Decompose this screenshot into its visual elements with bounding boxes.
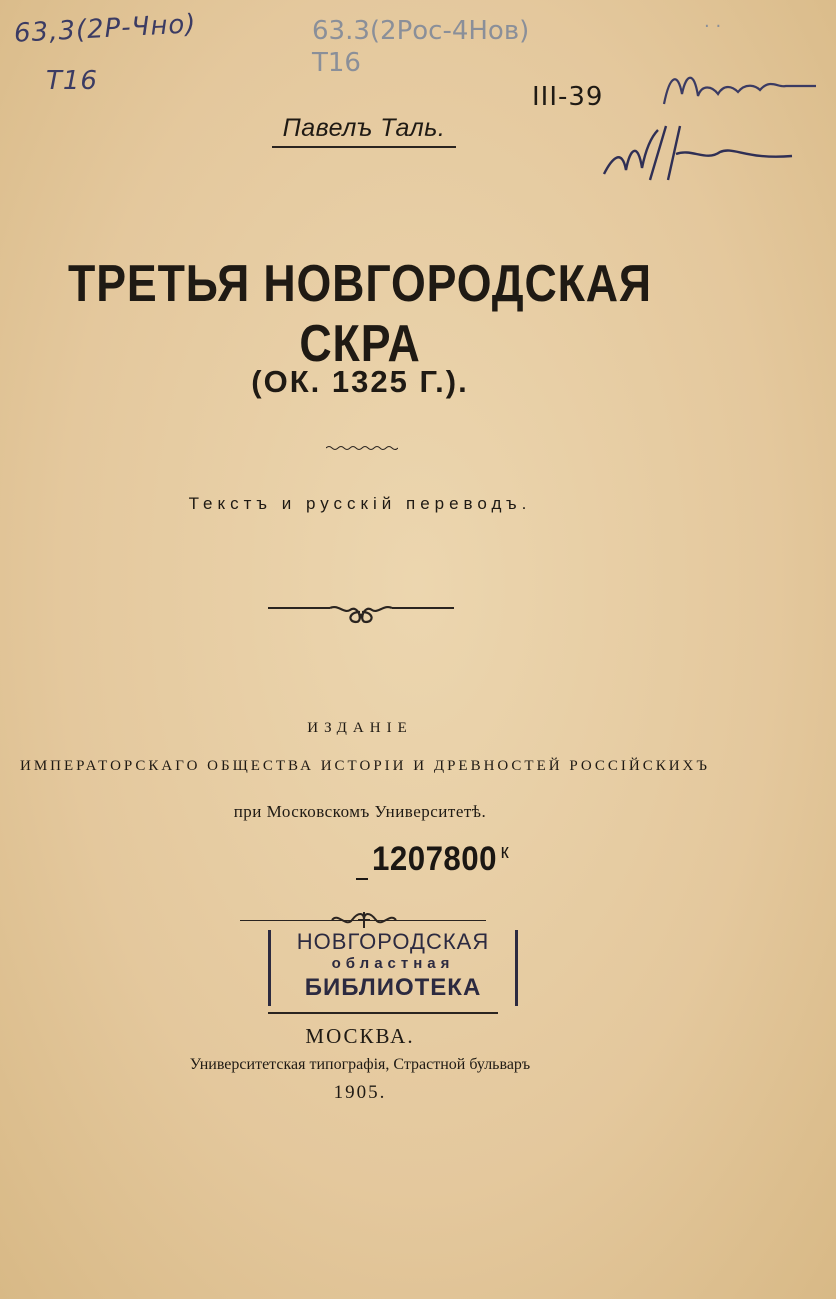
stamp-line-oblast: областная	[331, 955, 455, 972]
stamp-line-library: БИБЛИОТЕКА	[304, 974, 482, 1001]
author-mark-ink: Т16	[46, 66, 98, 96]
library-stamp	[268, 930, 518, 1006]
author-name: Павелъ Таль.	[272, 114, 456, 148]
call-number-ink: 63,3(2Р-Чно)	[13, 9, 198, 49]
stamp-line-region: НОВГОРОДСКАЯ	[296, 929, 490, 954]
inventory-number-suffix: к	[500, 840, 510, 863]
author-mark-pencil: Т16	[312, 48, 361, 78]
society-name: ИМПЕРАТОРСКАГО ОБЩЕСТВА ИСТОРІИ И ДРЕВНОСТЕЙ РОССІЙСКИХЪ	[20, 758, 710, 774]
book-date: (ОК. 1325 Г.).	[251, 364, 469, 399]
wavy-rule	[326, 444, 398, 452]
inventory-underline	[356, 878, 368, 880]
signature-scribble-bottom	[596, 118, 796, 186]
stamp-top-ornament	[328, 910, 400, 930]
inventory-number	[372, 840, 509, 879]
ornament-divider	[268, 598, 454, 628]
shelf-mark: III-39	[532, 82, 604, 112]
book-subtitle: Текстъ и русскій переводъ.	[188, 494, 532, 513]
inventory-number-digits: 1207800	[372, 840, 498, 878]
imprint-city: МОСКВА.	[305, 1024, 415, 1048]
book-title: ТРЕТЬЯ НОВГОРОДСКАЯ СКРА	[68, 255, 652, 373]
signature-scribble-top	[660, 64, 820, 114]
top-right-pencil-mark: · ·	[704, 16, 722, 37]
imprint-year: 1905.	[333, 1082, 387, 1103]
edition-label: ИЗДАНІЕ	[307, 720, 413, 736]
call-number-pencil: 63.3(2Рос-4Нов)	[312, 16, 530, 46]
university-name: при Московскомъ Университетѣ.	[233, 802, 487, 821]
imprint-press: Университетская типографія, Страстной бульваръ	[189, 1056, 531, 1073]
stamp-bottom-rule	[268, 1012, 498, 1014]
